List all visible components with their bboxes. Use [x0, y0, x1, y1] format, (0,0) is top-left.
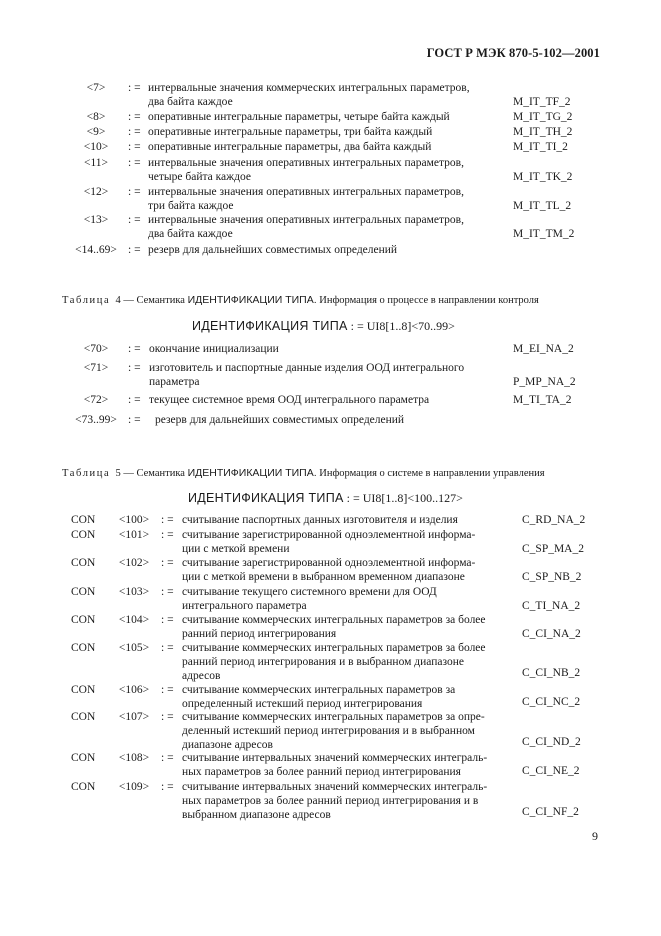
- row-description-line: интервальные значения коммерческих интегральных параметров,: [148, 82, 470, 94]
- row-description-line: текущее системное время ООД интегрального параметра: [149, 394, 430, 406]
- row-key: <73..99>: [75, 414, 117, 426]
- row-code: C_CI_ND_2: [522, 736, 581, 748]
- table-caption: [62, 294, 622, 307]
- row-description-line: считывание зарегистрированной одноэлементной информа-: [182, 529, 476, 541]
- row-operator: : =: [128, 157, 141, 169]
- row-description-line: считывание текущего системного времени для ООД: [182, 586, 437, 598]
- row-con: CON: [71, 529, 96, 541]
- row-description: [148, 185, 508, 213]
- row-key: <70>: [83, 343, 109, 355]
- row-code: C_TI_NA_2: [522, 600, 581, 612]
- formula-type: ИДЕНТИФИКАЦИЯ ТИПА: [192, 319, 348, 333]
- row-key: <9>: [86, 126, 106, 138]
- caption-type: ИДЕНТИФИКАЦИИ ТИПА.: [187, 467, 317, 479]
- row-con: CON: [71, 586, 96, 598]
- row-operator: : =: [161, 642, 174, 654]
- row-con: CON: [71, 557, 96, 569]
- row-code: M_IT_TI_2: [513, 141, 568, 153]
- row-description: [148, 156, 508, 184]
- row-key: <10>: [83, 141, 109, 153]
- row-description-line: изготовитель и паспортные данные изделия ООД интегрального: [149, 362, 465, 374]
- row-description-line: деленный истекший период интегрирования и в выбранном: [182, 725, 475, 737]
- row-key: <11>: [83, 157, 109, 169]
- row-operator: : =: [161, 557, 174, 569]
- row-key: <107>: [118, 711, 150, 723]
- row-code: C_CI_NF_2: [522, 806, 579, 818]
- row-description-line: считывание коммерческих интегральных параметров за опре-: [182, 711, 485, 723]
- row-description: [148, 243, 508, 257]
- row-description: [155, 413, 515, 427]
- row-operator: : =: [161, 529, 174, 541]
- row-operator: : =: [128, 414, 141, 426]
- row-description-line: оперативные интегральные параметры, три байта каждый: [148, 126, 433, 138]
- row-operator: : =: [128, 343, 141, 355]
- row-operator: : =: [161, 614, 174, 626]
- row-code: M_IT_TG_2: [513, 111, 573, 123]
- row-operator: : =: [128, 82, 141, 94]
- caption-prefix: Таблица: [62, 468, 111, 479]
- row-description: [149, 361, 509, 389]
- row-code: C_SP_NB_2: [522, 571, 582, 583]
- row-description-line: считывание интервальных значений коммерческих интеграль-: [182, 752, 488, 764]
- row-description-line: ции с меткой времени: [182, 543, 290, 555]
- row-operator: : =: [128, 394, 141, 406]
- row-key: <106>: [118, 684, 150, 696]
- row-description: [182, 683, 512, 711]
- row-description-line: оперативные интегральные параметры, два байта каждый: [148, 141, 432, 153]
- row-description-line: считывание коммерческих интегральных параметров за: [182, 684, 456, 696]
- row-description: [182, 556, 512, 584]
- row-code: M_IT_TK_2: [513, 171, 573, 183]
- caption-number: 4: [115, 295, 121, 306]
- formula-rest: : = UI8[1..8]<70..99>: [350, 319, 455, 333]
- row-code: C_CI_NA_2: [522, 628, 581, 640]
- row-operator: : =: [161, 684, 174, 696]
- row-description-line: считывание коммерческих интегральных параметров за более: [182, 642, 486, 654]
- row-description: [149, 342, 509, 356]
- row-description-line: резерв для дальнейших совместимых определений: [148, 244, 398, 256]
- row-description-line: считывание интервальных значений коммерческих интеграль-: [182, 781, 488, 793]
- row-con: CON: [71, 684, 96, 696]
- row-description: [182, 513, 512, 527]
- row-description-line: интервальные значения оперативных интегральных параметров,: [148, 157, 464, 169]
- row-description-line: считывание зарегистрированной одноэлементной информа-: [182, 557, 476, 569]
- caption-dash: —: [123, 295, 134, 306]
- row-description: [182, 528, 512, 556]
- row-operator: : =: [128, 214, 141, 226]
- row-key: <105>: [118, 642, 150, 654]
- row-key: <8>: [86, 111, 106, 123]
- row-key: <108>: [118, 752, 150, 764]
- row-description: [148, 81, 508, 109]
- caption-rest: Информация о системе в направлении управления: [319, 468, 545, 479]
- row-description: [149, 393, 509, 407]
- row-operator: : =: [128, 186, 141, 198]
- row-description: [182, 641, 512, 683]
- caption-dash: —: [123, 468, 134, 479]
- row-key: <14..69>: [75, 244, 117, 256]
- row-key: <71>: [83, 362, 109, 374]
- row-description-line: считывание паспортных данных изготовителя и изделия: [182, 514, 458, 526]
- row-description-line: оперативные интегральные параметры, четыре байта каждый: [148, 111, 450, 123]
- row-description: [148, 110, 508, 124]
- row-description-line: ранний период интегрирования: [182, 628, 337, 640]
- caption-pre: Семантика: [136, 295, 185, 306]
- row-con: CON: [71, 752, 96, 764]
- type-formula: [192, 319, 455, 334]
- row-operator: : =: [128, 141, 141, 153]
- row-code: C_CI_NE_2: [522, 765, 580, 777]
- row-code: M_IT_TM_2: [513, 228, 575, 240]
- page-header: ГОСТ Р МЭК 870-5-102—2001: [426, 46, 600, 60]
- row-description: [182, 751, 512, 779]
- row-code: C_SP_MA_2: [522, 543, 584, 555]
- row-description-line: два байта каждое: [148, 228, 233, 240]
- caption-pre: Семантика: [136, 468, 185, 479]
- row-con: CON: [71, 614, 96, 626]
- formula-type: ИДЕНТИФИКАЦИЯ ТИПА: [188, 491, 344, 505]
- row-con: CON: [71, 781, 96, 793]
- row-description-line: три байта каждое: [148, 200, 234, 212]
- row-key: <109>: [118, 781, 150, 793]
- caption-rest: Информация о процессе в направлении контроля: [319, 295, 539, 306]
- row-description-line: ранний период интегрирования и в выбранном диапазоне: [182, 656, 464, 668]
- row-description: [148, 140, 508, 154]
- row-description: [182, 613, 512, 641]
- row-operator: : =: [161, 514, 174, 526]
- row-description-line: интегрального параметра: [182, 600, 307, 612]
- row-operator: : =: [128, 244, 141, 256]
- row-key: <102>: [118, 557, 150, 569]
- row-description-line: адресов: [182, 670, 221, 682]
- row-operator: : =: [161, 752, 174, 764]
- row-con: CON: [71, 711, 96, 723]
- row-operator: : =: [161, 711, 174, 723]
- row-key: <103>: [118, 586, 150, 598]
- row-description-line: резерв для дальнейших совместимых определений: [155, 414, 405, 426]
- row-code: M_IT_TF_2: [513, 96, 571, 108]
- row-description: [148, 213, 508, 241]
- row-description-line: интервальные значения оперативных интегральных параметров,: [148, 186, 464, 198]
- row-description: [182, 780, 512, 822]
- type-formula: [188, 491, 463, 506]
- row-operator: : =: [128, 111, 141, 123]
- row-key: <101>: [118, 529, 150, 541]
- row-code: M_EI_NA_2: [513, 343, 574, 355]
- row-description-line: считывание коммерческих интегральных параметров за более: [182, 614, 486, 626]
- row-code: C_RD_NA_2: [522, 514, 586, 526]
- row-code: M_TI_TA_2: [513, 394, 572, 406]
- row-code: M_IT_TH_2: [513, 126, 573, 138]
- row-description-line: параметра: [149, 376, 200, 388]
- row-key: <12>: [83, 186, 109, 198]
- row-description-line: ных параметров за более ранний период интегрирования и в: [182, 795, 479, 807]
- row-key: <100>: [118, 514, 150, 526]
- row-code: P_MP_NA_2: [513, 376, 576, 388]
- row-operator: : =: [161, 781, 174, 793]
- formula-rest: : = UI8[1..8]<100..127>: [346, 491, 463, 505]
- caption-prefix: Таблица: [62, 295, 111, 306]
- row-code: M_IT_TL_2: [513, 200, 572, 212]
- row-con: CON: [71, 642, 96, 654]
- row-con: CON: [71, 514, 96, 526]
- row-code: C_CI_NC_2: [522, 696, 581, 708]
- row-description: [182, 710, 512, 752]
- row-description-line: ных параметров за более ранний период интегрирования: [182, 766, 461, 778]
- row-key: <7>: [86, 82, 106, 94]
- row-description: [148, 125, 508, 139]
- table-caption: [62, 467, 622, 480]
- page-number: 9: [592, 829, 598, 843]
- caption-type: ИДЕНТИФИКАЦИИ ТИПА.: [187, 294, 317, 306]
- row-key: <72>: [83, 394, 109, 406]
- row-operator: : =: [161, 586, 174, 598]
- row-description-line: диапазоне адресов: [182, 739, 273, 751]
- row-description-line: четыре байта каждое: [148, 171, 251, 183]
- row-description-line: окончание инициализации: [149, 343, 279, 355]
- row-code: C_CI_NB_2: [522, 667, 581, 679]
- caption-number: 5: [115, 468, 121, 479]
- row-description-line: определенный истекший период интегрирования: [182, 698, 423, 710]
- row-description-line: два байта каждое: [148, 96, 233, 108]
- row-description: [182, 585, 512, 613]
- row-description-line: интервальные значения оперативных интегральных параметров,: [148, 214, 464, 226]
- row-operator: : =: [128, 362, 141, 374]
- row-operator: : =: [128, 126, 141, 138]
- row-key: <104>: [118, 614, 150, 626]
- row-description-line: ции с меткой времени в выбранном временном диапазоне: [182, 571, 465, 583]
- row-description-line: выбранном диапазоне адресов: [182, 809, 331, 821]
- row-key: <13>: [83, 214, 109, 226]
